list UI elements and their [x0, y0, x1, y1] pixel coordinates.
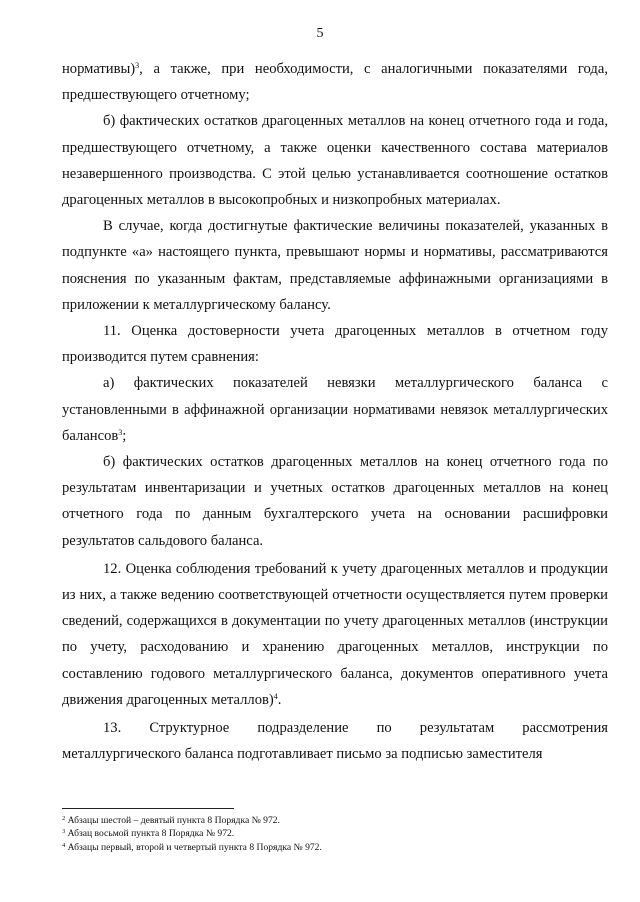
paragraph-item-b-balances: б) фактических остатков драгоценных металлов на конец отчетного года и года, предшествующего отчетному, а также оценки качественного состава материалов незавершенного производства. С этой целью устанавливается соотношение остатков драгоценных металлов в высокопробных и низкопробных материалах. — [62, 113, 608, 209]
footnote: $^3$ Абзац восьмой пункта 8 Порядка № 972. — [62, 828, 235, 840]
paragraph-section-12: 12. Оценка соблюдения требований к учету драгоценных металлов и продукции из них, а также ведению соответствующей отчетности осуществляется путем проверки сведений, содержащихся в документации по учету драгоценных металлов (инструкции по учету, расходованию и хранению драгоценных металлов, инструкции по составлению годового металлургического баланса, документов оперативного учета движения драгоценных металлов)$^4$. — [62, 560, 608, 708]
footnote: $^4$ Абзацы первый, второй и четвертый пункта 8 Порядка № 972. — [62, 841, 322, 853]
paragraph-item-a-discrepancy: а) фактических показателей невязки металлургического баланса с установленными в аффинажной организации нормативами невязок металлургических балансов$^3$; — [62, 375, 608, 444]
paragraph-section-13: 13. Структурное подразделение по результатам рассмотрения металлургического баланса подготавливает письмо за подписью заместителя — [62, 720, 608, 763]
paragraph-continuation: нормативы)$^3$, а также, при необходимости, с аналогичными показателями года, предшествующего отчетному; — [62, 61, 608, 104]
page-number: 5 — [316, 26, 324, 41]
paragraph-item-b-inventory: б) фактических остатков драгоценных металлов на конец отчетного года по результатам инвентаризации и учетных остатков драгоценных металлов на конец отчетного года по данным бухгалтерского учета на основании расшифровки результатов сальдового баланса. — [62, 454, 608, 549]
footnotes — [62, 814, 608, 854]
paragraph-explanations: В случае, когда достигнутые фактические величины показателей, указанных в подпункте «а» настоящего пункта, превышают нормы и нормативы, рассматриваются пояснения по указанным фактам, представляемые аффинажными организациями в приложении к металлургическому балансу. — [62, 218, 608, 313]
footnote-separator — [62, 808, 234, 809]
footnote-ref: 3 — [135, 61, 140, 70]
footnote-ref: 3 — [118, 427, 123, 437]
footnote-ref: 4 — [273, 691, 278, 701]
paragraph-section-11: 11. Оценка достоверности учета драгоценных металлов в отчетном году производится путем сравнения: — [62, 323, 608, 366]
body-text — [62, 56, 608, 767]
footnote: $^2$ Абзацы шестой – девятый пункта 8 Порядка № 972. — [62, 815, 280, 826]
